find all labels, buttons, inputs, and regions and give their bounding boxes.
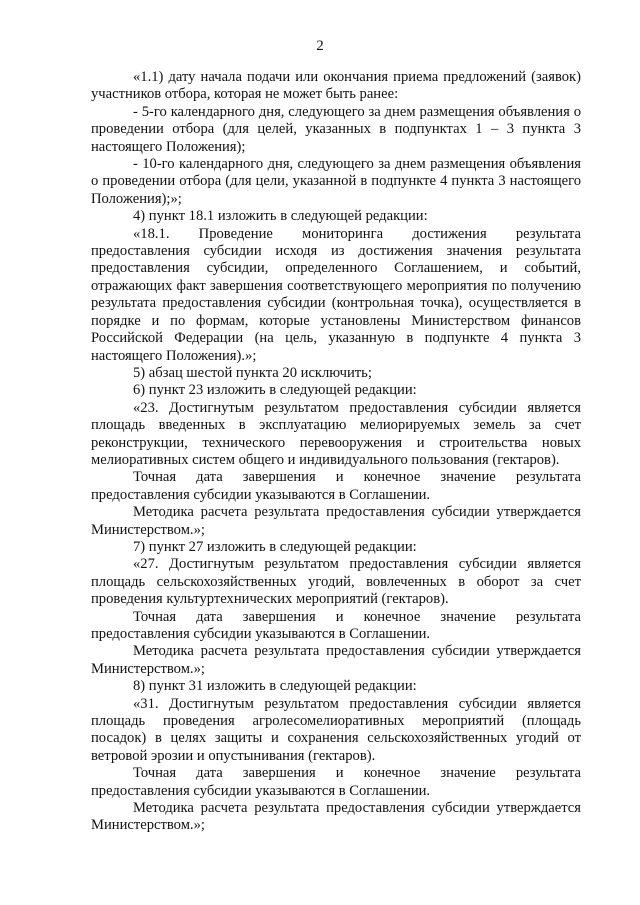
paragraph-item-4: 4) пункт 18.1 изложить в следующей редакции: — [133, 208, 428, 225]
paragraph-item-7: 7) пункт 27 изложить в следующей редакции: — [133, 538, 417, 555]
paragraph-5th-day: - 5-го календарного дня, следующего за днем размещения объявления о проведении отбора (для целей, указанных в подпунктах 1 – 3 пункта 3 настоящего Положения); — [91, 103, 581, 155]
paragraph-item-8: 8) пункт 31 изложить в следующей редакции: — [133, 678, 417, 695]
page-number: 2 — [316, 38, 324, 54]
paragraph-10th-day: - 10-го календарного дня, следующего за днем размещения объявления о проведении отбора (для цели, указанной в подпункте 4 пункта 3 настоящего Положения);»; — [91, 156, 581, 207]
paragraph-item-6: 6) пункт 23 изложить в следующей редакции: — [133, 382, 417, 399]
paragraph-23-method: Методика расчета результата предоставления субсидии утверждается Министерством.»; — [91, 504, 581, 538]
paragraph-27-method: Методика расчета результата предоставления субсидии утверждается Министерством.»; — [91, 643, 581, 677]
paragraph-23-date: Точная дата завершения и конечное значение результата предоставления субсидии указываются в Соглашении. — [91, 469, 581, 503]
paragraph-item-5: 5) абзац шестой пункта 20 исключить; — [133, 364, 372, 381]
document-body — [91, 69, 581, 835]
paragraph-27-date: Точная дата завершения и конечное значение результата предоставления субсидии указываются в Соглашении. — [91, 608, 581, 642]
paragraph-31: «31. Достигнутым результатом предоставления субсидии является площадь проведения агролесомелиоративных мероприятий (площадь посадок) в целях защиты и сохранения сельскохозяйственных угодий от ветровой эрозии и опустынивания (гектаров). — [91, 695, 581, 764]
paragraph-1-1-intro: «1.1) дату начала подачи или окончания приема предложений (заявок) участников отбора, которая не может быть ранее: — [91, 69, 581, 103]
paragraph-23: «23. Достигнутым результатом предоставления субсидии является площадь введенных в эксплуатацию мелиорируемых земель за счет реконструкции, технического перевооружения и строительства новых мелиоративных систем общего и индивидуального пользования (гектаров). — [91, 399, 581, 468]
paragraph-27: «27. Достигнутым результатом предоставления субсидии является площадь сельскохозяйственных угодий, вовлеченных в оборот за счет проведения культуртехнических мероприятий (гектаров). — [91, 556, 581, 608]
paragraph-31-method: Методика расчета результата предоставления субсидии утверждается Министерством.»; — [91, 800, 581, 834]
paragraph-31-date: Точная дата завершения и конечное значение результата предоставления субсидии указываются в Соглашении. — [91, 765, 581, 799]
paragraph-18-1: «18.1. Проведение мониторинга достижения результата предоставления субсидии исходя из достижения значения результата предоставления субсидии, определенного Соглашением, и событий, отражающих факт завершения соответствующего мероприятия по получению результата предоставления субсидии (контрольная точка), осуществляется в порядке и по формам, которые установлены Министерством финансов Российской Федерации (на цель, указанную в подпункте 4 пункта 3 настоящего Положения).»; — [91, 225, 581, 364]
